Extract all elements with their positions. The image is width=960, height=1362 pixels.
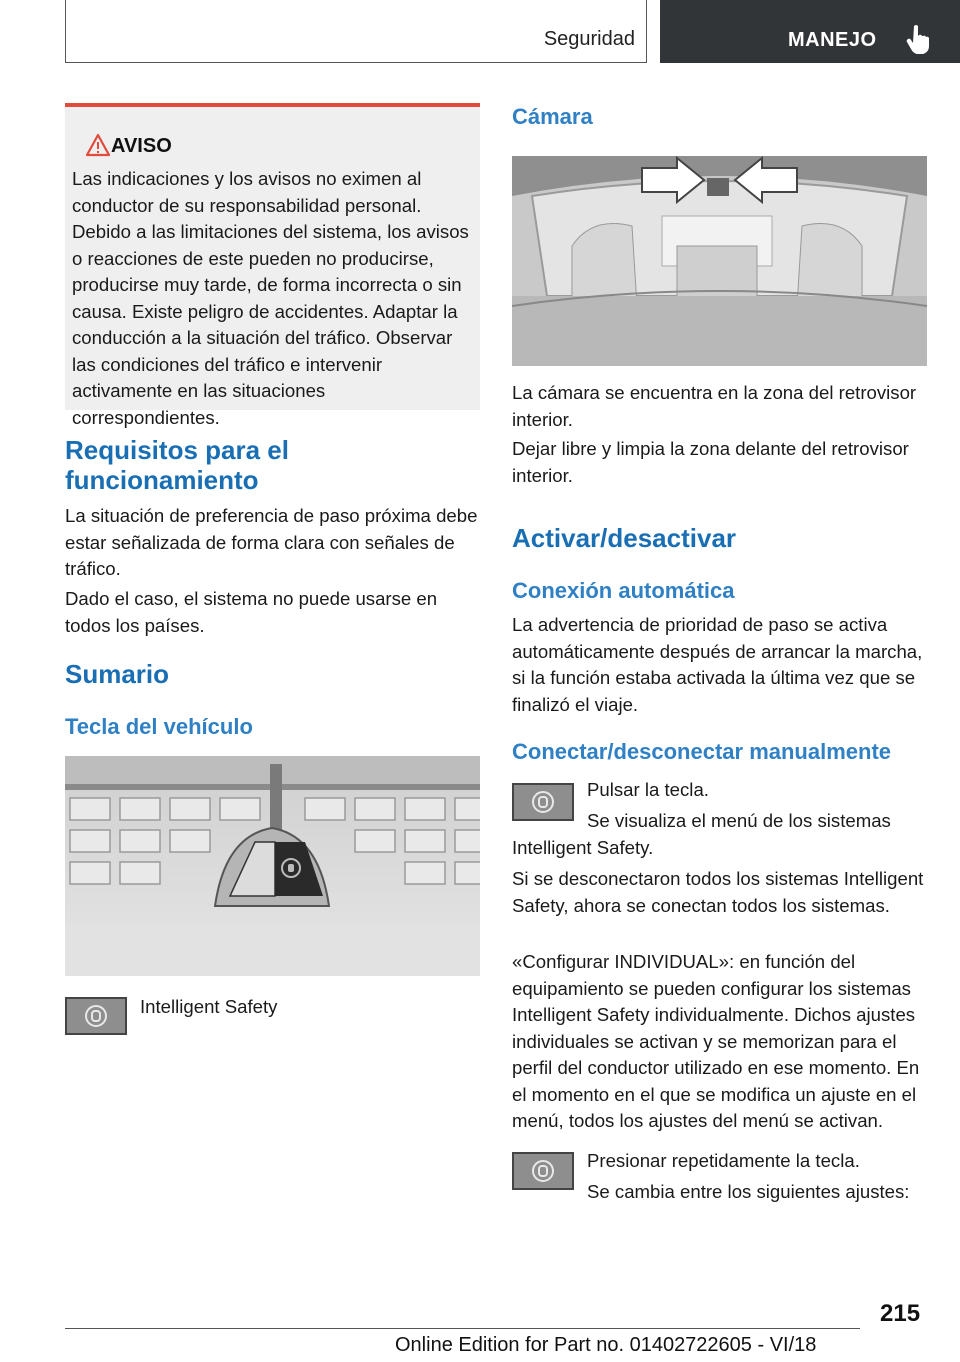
sumario-heading: Sumario <box>65 659 170 689</box>
section-title: Seguridad <box>543 28 635 50</box>
camera-location-photo <box>512 156 927 366</box>
activar-heading: Activar/desactivar <box>512 523 737 553</box>
manual-paragraph-1: Si se desconectaron todos los sistemas Intelligent Safety, ahora se conectan todos los sistemas. <box>512 868 924 916</box>
auto-paragraph: La advertencia de prioridad de paso se activa automáticamente después de arrancar la marcha, si la función estaba activada la última vez que se finalizó el viaje. <box>512 614 923 715</box>
requisitos-heading: Requisitos para el funcionamiento <box>65 435 289 495</box>
warning-box <box>65 103 480 428</box>
camara-heading: Cámara <box>512 104 593 129</box>
footer-divider <box>65 1328 860 1329</box>
warning-triangle-icon <box>85 133 111 157</box>
footer-edition: Online Edition for Part no. 01402722605 - VI/18 <box>395 1334 817 1356</box>
chapter-tab[interactable] <box>660 0 960 63</box>
manual-step-1: Pulsar la tecla. <box>587 779 709 800</box>
requisitos-paragraph-1: La situación de preferencia de paso próxima debe estar señalizada de forma clara con señales de tráfico. <box>65 505 478 579</box>
manual-paragraph-2: «Configurar INDIVIDUAL»: en función del equipamiento se pueden configurar los sistemas Intelligent Safety individualmente. Dichos ajustes individuales se activan y se memorizan para el perfil del conductor utilizado en ese momento. En el momento en el que se modifica un ajuste en el menú, todos los ajustes del menú se activan. <box>512 951 920 1131</box>
page-number: 215 <box>880 1300 921 1327</box>
vehicle-button-photo <box>65 756 480 976</box>
repeat-step-1: Presionar repetidamente la tecla. <box>587 1150 860 1171</box>
intelligent-safety-label: Intelligent Safety <box>140 996 278 1017</box>
manual-heading: Conectar/desconectar manualmente <box>512 739 892 764</box>
warning-title: AVISO <box>111 135 172 157</box>
hand-pointer-icon <box>906 24 932 54</box>
auto-heading: Conexión automática <box>512 578 735 603</box>
tecla-heading: Tecla del vehículo <box>65 714 253 739</box>
camara-paragraph-2: Dejar libre y limpia la zona delante del retrovisor interior. <box>512 438 909 486</box>
camara-paragraph-1: La cámara se encuentra en la zona del retrovisor interior. <box>512 382 917 430</box>
manual-step-2: Se visualiza el menú de los sistemas Intelligent Safety. <box>512 810 891 858</box>
chapter-label: MANEJO <box>788 29 877 51</box>
intelligent-safety-button-icon <box>512 1152 574 1190</box>
requisitos-paragraph-2: Dado el caso, el sistema no puede usarse en todos los países. <box>65 588 438 636</box>
repeat-step-2: Se cambia entre los siguientes ajustes: <box>587 1181 910 1202</box>
warning-text: Las indicaciones y los avisos no eximen al conductor de su responsabilidad personal. Debido a las limitaciones del sistema, los avisos o reacciones de este pueden no producirse, producirse muy tarde, de forma incorrecta o sin causa. Existe peligro de accidentes. Adaptar la conducción a la situación del tráfico. Observar las condiciones del tráfico e intervenir activamente en las situaciones correspondientes. <box>72 168 469 428</box>
intelligent-safety-button-icon <box>65 997 127 1035</box>
